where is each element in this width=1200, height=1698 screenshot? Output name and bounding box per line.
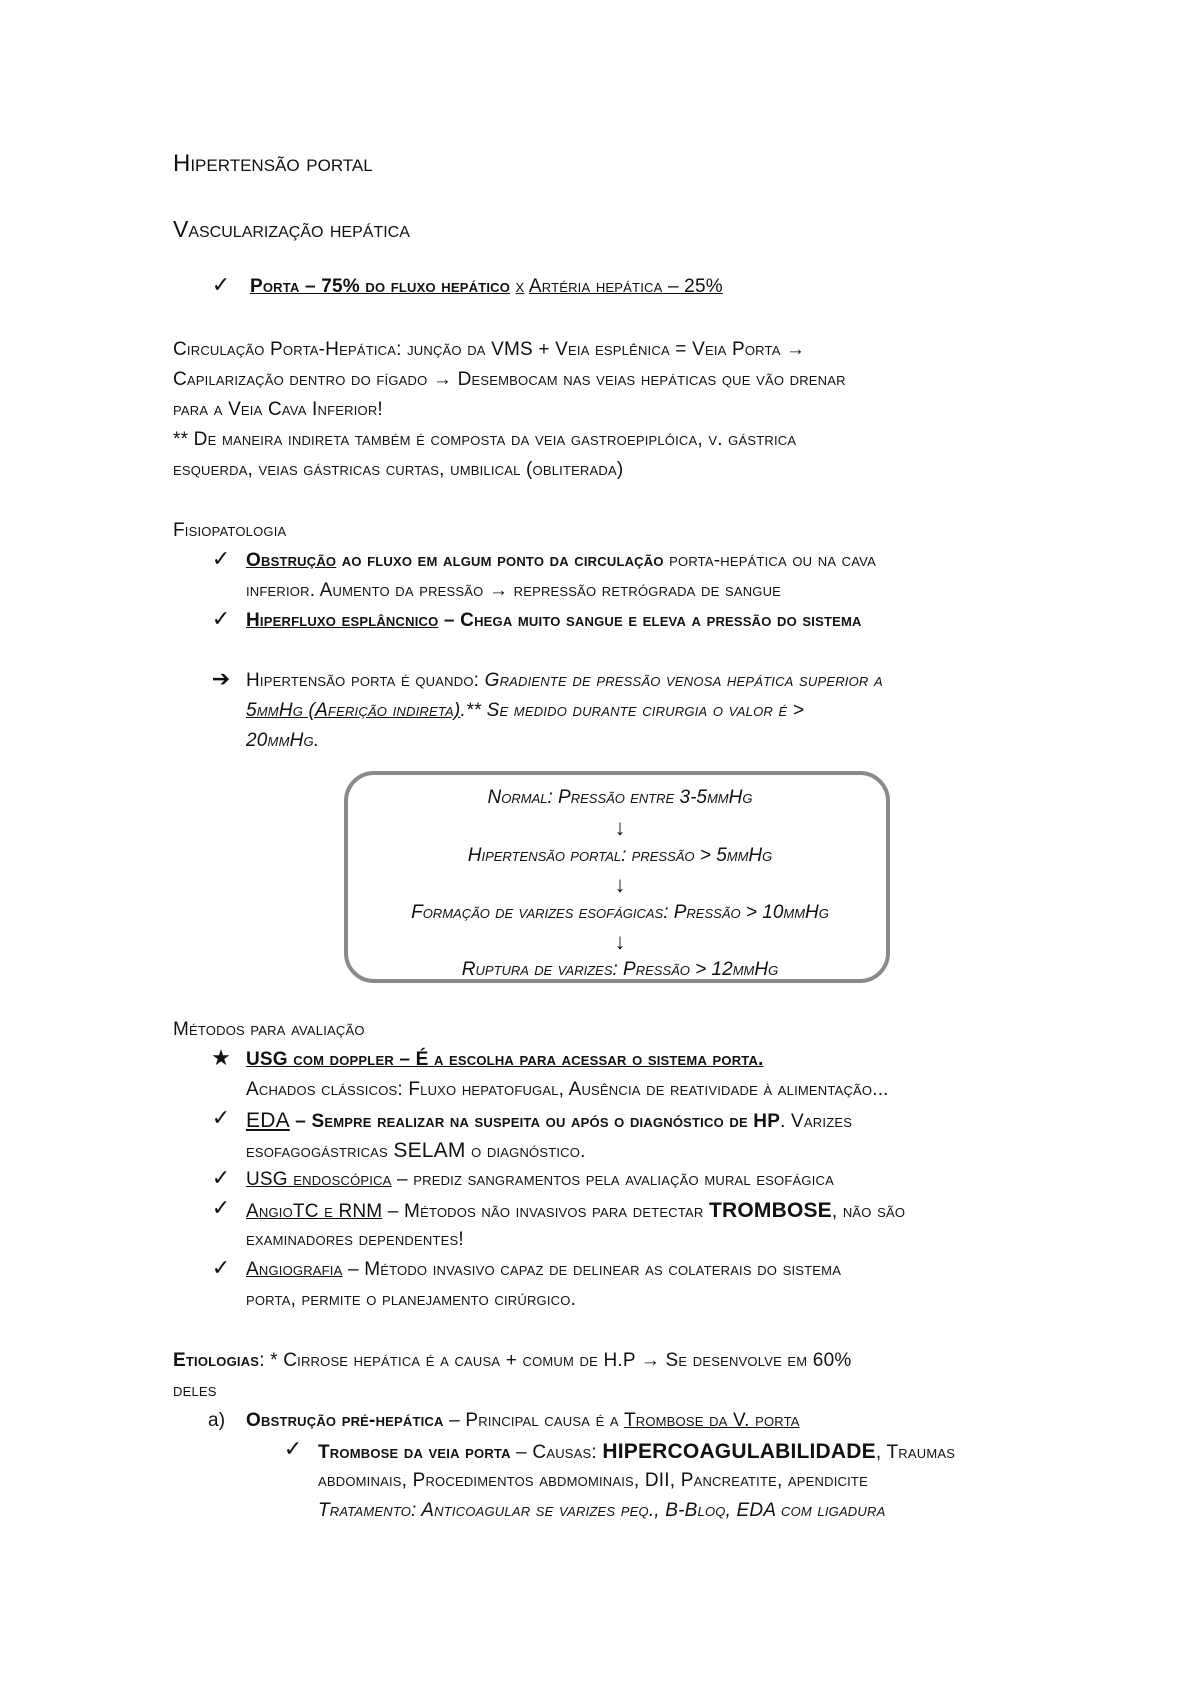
usg-doppler-line2: Achados clássicos: Fluxo hepatofugal, Ausência de reatividade à alimentação... — [246, 1079, 889, 1100]
check-icon: ✓ — [211, 606, 231, 631]
usg-endoscopica-rest: – prediz sangramentos pela avaliação mural esofágica — [391, 1169, 834, 1190]
circ-line-1: Circulação Porta-Hepática: junção da VMS + Veia esplênica = Veia Porta → — [173, 339, 806, 360]
x-text: x — [515, 276, 525, 297]
definition-line-3: 20mmHg. — [246, 730, 320, 751]
circ-line-5: esquerda, veias gástricas curtas, umbilical (obliterada) — [173, 459, 624, 480]
eda-line2 — [246, 1139, 586, 1163]
trombose-term: Trombose da veia porta — [318, 1442, 511, 1463]
etiologias-line-1 — [173, 1350, 851, 1372]
eda-line2-c: o diagnóstico. — [465, 1141, 586, 1162]
etiologias-line-2: deles — [173, 1380, 217, 1401]
fisio-item-2 — [246, 610, 862, 632]
eda-line — [246, 1109, 852, 1133]
definition-normal: Hipertensão porta é quando: — [246, 670, 485, 691]
eda-line2-b: SELAM — [393, 1139, 466, 1162]
definition-line-2 — [246, 700, 804, 722]
obstrucao-pre-hepatica-rest: – Principal causa é a — [443, 1410, 624, 1431]
angio-rest-b: TROMBOSE — [708, 1199, 832, 1222]
hiperfluxo-term: Hiperfluxo esplâncnico — [246, 610, 439, 631]
angio-rest-c: , não são — [831, 1201, 906, 1222]
check-icon: ✓ — [211, 1105, 231, 1130]
down-arrow-icon: ↓ — [614, 872, 626, 897]
obstrucao-pre-hepatica-term: Obstrução pré-hepática — [246, 1410, 444, 1431]
trombose-rest-a: – Causas: — [510, 1442, 603, 1463]
etiologias-rest: : * Cirrose hepática é a causa + comum de H.P → Se desenvolve em 60% — [259, 1350, 852, 1371]
angiografia-term: Angiografia — [246, 1259, 343, 1280]
check-icon: ✓ — [283, 1436, 303, 1461]
porta-line — [250, 276, 723, 298]
list-marker-a: a) — [208, 1410, 226, 1431]
section-heading-vascularizacao: Vascularização hepática — [173, 216, 410, 242]
check-icon: ✓ — [211, 1255, 231, 1280]
circ-line-3: para a Veia Cava Inferior! — [173, 399, 383, 420]
fisio-item-1-line2: inferior. Aumento da pressão → repressão retrógrada de sangue — [246, 580, 782, 601]
trombose-line — [318, 1440, 955, 1464]
section-heading-metodos: Métodos para avaliação — [173, 1019, 365, 1040]
eda-rest: . Varizes — [780, 1111, 853, 1132]
section-heading-fisiopatologia: Fisiopatologia — [173, 520, 287, 541]
angiografia-line — [246, 1259, 841, 1281]
eda-bold: – Sempre realizar na suspeita ou após o diagnóstico de HP — [289, 1111, 781, 1132]
etiologias-heading: Etiologias — [173, 1350, 260, 1371]
check-icon: ✓ — [211, 546, 231, 571]
obstrucao-pre-hepatica-line — [246, 1410, 800, 1432]
hiperfluxo-rest: – Chega muito sangue e eleva a pressão do sistema — [438, 610, 862, 631]
angio-term: AngioTC e RNM — [246, 1201, 383, 1222]
trombose-rest-b: HIPERCOAGULABILIDADE — [602, 1440, 876, 1463]
box-line-ruptura: Ruptura de varizes: Pressão > 12mmHg — [461, 959, 779, 980]
obstrucao-bold: ao fluxo em algum ponto da circulação — [336, 550, 664, 571]
check-icon: ✓ — [211, 272, 231, 297]
circ-line-4: ** De maneira indireta também é composta da veia gastroepiplóica, v. gástrica — [173, 429, 797, 450]
eda-line2-a: esofagogástricas — [246, 1141, 394, 1162]
angio-line — [246, 1199, 905, 1223]
obstrucao-rest: porta-hepática ou na cava — [663, 550, 876, 571]
angiografia-rest: – Método invasivo capaz de delinear as colaterais do sistema — [342, 1259, 842, 1280]
box-line-normal: Normal: Pressão entre 3-5mmHg — [487, 787, 753, 808]
trombose-line3: Tratamento: Anticoagular se varizes peq., B-Bloq, EDA com ligadura — [318, 1500, 886, 1521]
trombose-line2: abdominais, Procedimentos abdmominais, DII, Pancreatite, apendicite — [318, 1470, 868, 1491]
arteria-text: Artéria hepática – 25% — [528, 276, 723, 297]
obstrucao-term: Obstrução — [246, 550, 337, 571]
down-arrow-icon: ↓ — [614, 929, 626, 954]
angio-rest-a: – Métodos não invasivos para detectar — [382, 1201, 709, 1222]
usg-endoscopica-term: USG endoscópica — [246, 1169, 392, 1190]
down-arrow-icon: ↓ — [614, 815, 626, 840]
eda-term: EDA — [246, 1109, 290, 1132]
page-title: Hipertensão portal — [173, 150, 373, 177]
definition-line2-rest: .** Se medido durante cirurgia o valor é > — [460, 700, 805, 721]
check-icon: ✓ — [211, 1195, 231, 1220]
usg-doppler-title: USG com doppler – É a escolha para acessar o sistema porta. — [246, 1049, 764, 1070]
check-icon: ✓ — [211, 1165, 231, 1190]
trombose-rest-c: , Traumas — [875, 1442, 956, 1463]
arrow-right-icon: ➔ — [211, 666, 231, 691]
usg-endoscopica-line — [246, 1169, 834, 1191]
fisio-item-1 — [246, 550, 876, 572]
definition-underlined: 5mmHg (Aferição indireta) — [246, 700, 461, 721]
circ-line-2: Capilarização dentro do fígado → Desembocam nas veias hepáticas que vão drenar — [173, 369, 846, 390]
porta-text: Porta – 75% do fluxo hepático — [250, 276, 511, 297]
box-line-varizes: Formação de varizes esofágicas: Pressão > 10mmHg — [411, 902, 829, 923]
angiografia-line2: porta, permite o planejamento cirúrgico. — [246, 1289, 577, 1310]
trombose-v-porta-text: Trombose da V. porta — [623, 1410, 800, 1431]
angio-line2: examinadores dependentes! — [246, 1229, 464, 1250]
star-icon: ★ — [211, 1045, 231, 1070]
box-line-hipertensao: Hipertensão portal: pressão > 5mmHg — [467, 845, 773, 866]
definition-italic: Gradiente de pressão venosa hepática superior a — [484, 670, 883, 691]
definition-line-1 — [246, 670, 883, 692]
